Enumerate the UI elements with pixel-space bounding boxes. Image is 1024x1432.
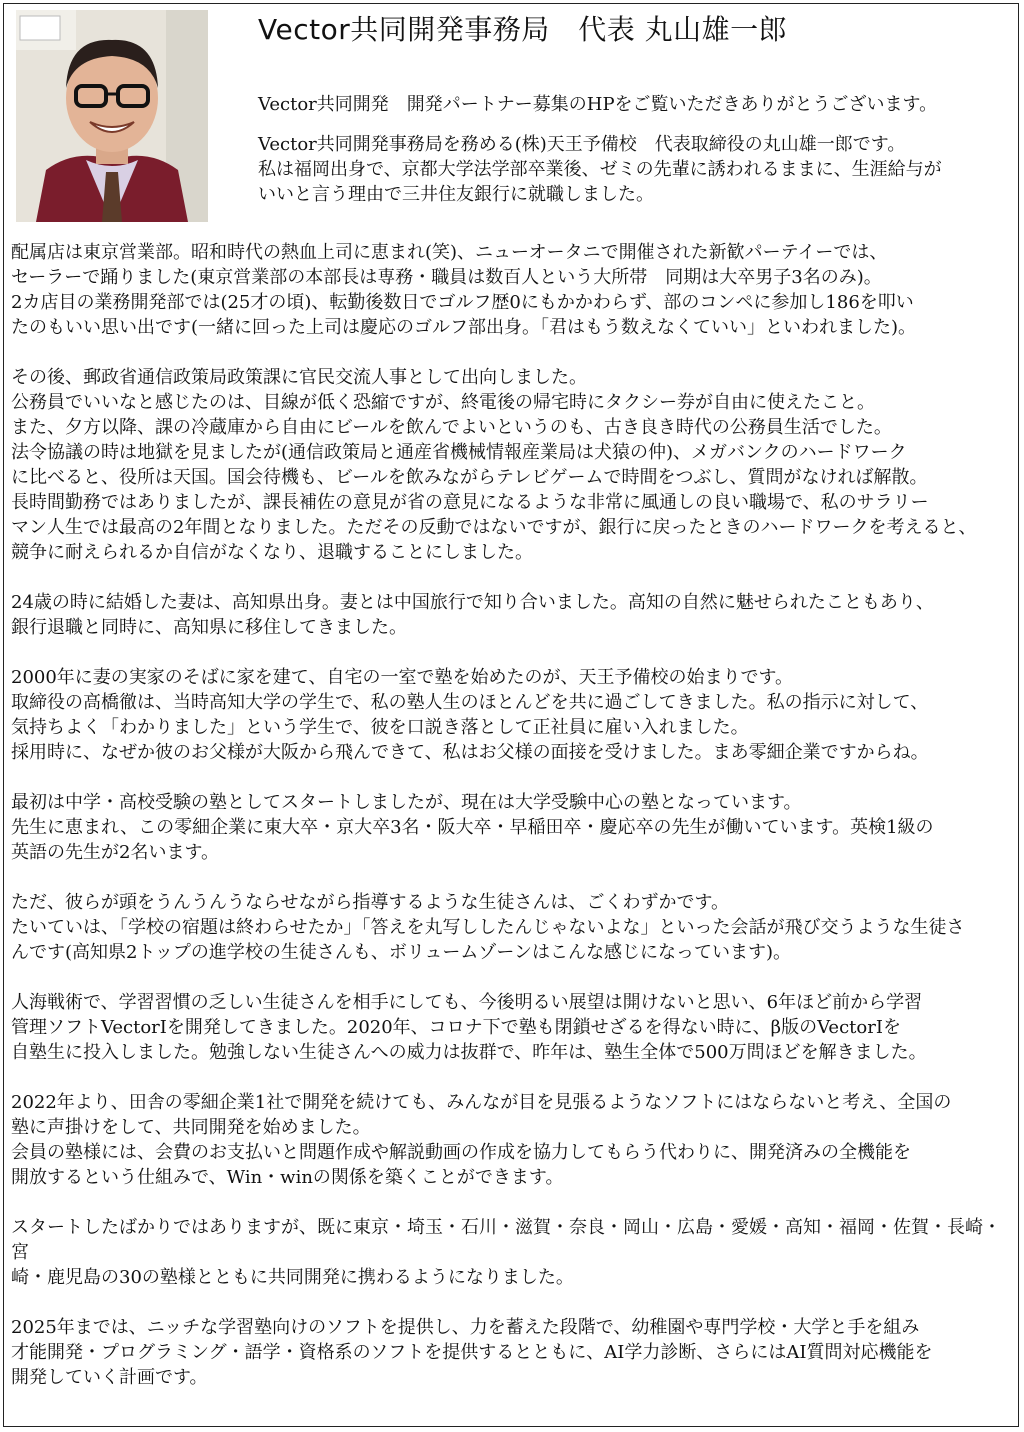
body-paragraph: スタートしたばかりではありますが、既に東京・埼玉・石川・滋賀・奈良・岡山・広島・愛媛・高知・福岡・佐賀・長崎・宮 崎・鹿児島の30の塾様とともに共同開発に携わるようになりました。 [11, 1217, 1001, 1288]
body-paragraph: 2025年までは、ニッチな学習塾向けのソフトを提供し、力を蓄えた段階で、幼稚園や専門学校・大学と手を組み 才能開発・プログラミング・語学・資格系のソフトを提供するとともに、AI学力診断、さらにはAI質問対応機能を 開発していく計画です。 [11, 1317, 933, 1388]
body-paragraph: 最初は中学・高校受験の塾としてスタートしましたが、現在は大学受験中心の塾となっています。 先生に恵まれ、この零細企業に東大卒・京大卒3名・阪大卒・早稲田卒・慶応卒の先生が働いています。英検1級の 英語の先生が2名います。 [11, 792, 934, 863]
intro-paragraph: Vector共同開発事務局を務める(株)天王予備校 代表取締役の丸山雄一郎です。 私は福岡出身で、京都大学法学部卒業後、ゼミの先輩に誘われるままに、生涯給与が いいと言う理由で三井住友銀行に就職しました。 [258, 134, 942, 205]
body-paragraph: 2022年より、田舎の零細企業1社で開発を続けても、みんなが目を見張るようなソフトにはならないと考え、全国の 塾に声掛けをして、共同開発を始めました。 会員の塾様には、会費のお支払いと問題作成や解説動画の作成を協力してもらう代わりに、開発済みの全機能を 開放するという仕組みで、Win・winの関係を築くことができます。 [11, 1092, 952, 1188]
body-section [11, 240, 1015, 1415]
body-paragraph: 2000年に妻の実家のそばに家を建て、自宅の一室で塾を始めたのが、天王予備校の始まりです。 取締役の高橋徹は、当時高知大学の学生で、私の塾人生のほとんどを共に過ごしてきました。私の指示に対して、 気持ちよく「わかりました」という学生で、彼を口説き落として正社員に雇い入れました。 採用時に、なぜか彼のお父様が大阪から飛んできて、私はお父様の面接を受けました。まあ零細企業ですからね。 [11, 667, 929, 763]
body-paragraph: 人海戦術で、学習習慣の乏しい生徒さんを相手にしても、今後明るい展望は開けないと思い、6年ほど前から学習 管理ソフトVectorⅠを開発してきました。2020年、コロナ下で塾も閉鎖せざるを得ない時に、β版のVectorⅠを 自塾生に投入しました。勉強しない生徒さんへの威力は抜群で、昨年は、塾生全体で500万問ほどを解きました。 [11, 992, 927, 1063]
body-paragraph: その後、郵政省通信政策局政策課に官民交流人事として出向しました。 公務員でいいなと感じたのは、目線が低く恐縮ですが、終電後の帰宅時にタクシー券が自由に使えたこと。 また、夕方以降、課の冷蔵庫から自由にビールを飲んでよいというのも、古き良き時代の公務員生活でした。 法令協議の時は地獄を見ましたが(通信政策局と通産省機械情報産業局は犬猿の仲)、メガバンクのハードワーク に比べると、役所は天国。国会待機も、ビールを飲みながらテレビゲームで時間をつぶし、質問がなければ解散。 長時間勤務ではありましたが、課長補佐の意見が省の意見になるような非常に風通しの良い職場で、私のサラリー マン人生では最高の2年間となりました。ただその反動ではないですが、銀行に戻ったときのハードワークを考えると、 競争に耐えられるか自信がなくなり、退職することにしました。 [11, 367, 977, 563]
intro-section [258, 92, 1008, 222]
body-paragraph: 24歳の時に結婚した妻は、高知県出身。妻とは中国旅行で知り合いました。高知の自然に魅せられたこともあり、 銀行退職と同時に、高知県に移住してきました。 [11, 592, 934, 638]
intro-paragraph: Vector共同開発 開発パートナー募集のHPをご覧いただきありがとうございます。 [258, 94, 938, 115]
portrait-image [16, 10, 208, 222]
body-paragraph: ただ、彼らが頭をうんうんうならせながら指導するような生徒さんは、ごくわずかです。 たいていは、「学校の宿題は終わらせたか」「答えを丸写ししたんじゃないよな」といった会話が飛び交うような生徒さ んです(高知県2トップの進学校の生徒さんも、ボリュームゾーンはこんな感じになっています)。 [11, 892, 965, 963]
portrait-photo [16, 10, 208, 222]
body-paragraph: 配属店は東京営業部。昭和時代の熱血上司に恵まれ(笑)、ニューオータニで開催された新歓パーテイーでは、 セーラーで踊りました(東京営業部の本部長は専務・職員は数百人という大所帯 同期は大卒男子3名のみ)。 2カ店目の業務開発部では(25才の頃)、転勤後数日でゴルフ歴0にもかかわらず、部のコンペに参加し186を叩い たのもいい思い出です(一緒に回った上司は慶応のゴルフ部出身。「君はもう数えなくていい」といわれました)。 [11, 242, 917, 338]
page-title: Vector共同開発事務局 代表 丸山雄一郎 [258, 13, 788, 46]
